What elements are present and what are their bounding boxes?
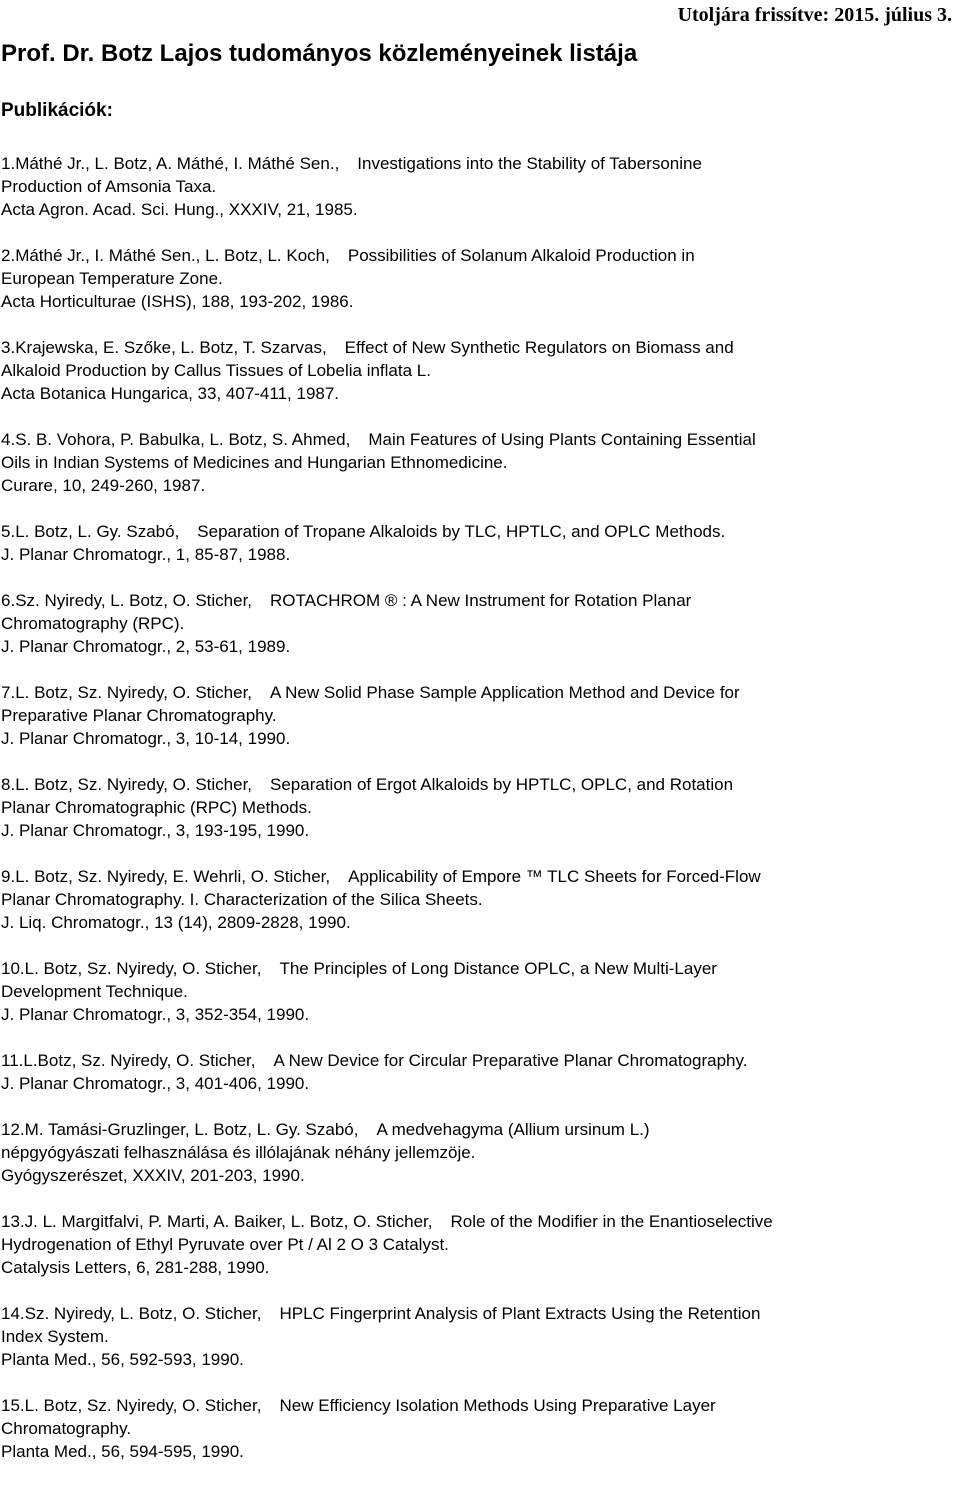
publication-item xyxy=(1,520,952,566)
publication-number: 8. xyxy=(1,775,16,794)
publication-item xyxy=(1,865,952,934)
page-title: Prof. Dr. Botz Lajos tudományos közleményeinek listája xyxy=(1,40,638,67)
publication-item xyxy=(1,1394,952,1463)
publication-item xyxy=(1,773,952,842)
publication-journal: Acta Agron. Acad. Sci. Hung., XXXIV, 21, 1985. xyxy=(1,200,358,219)
publication-authors: L. Botz, Sz. Nyiredy, O. Sticher, xyxy=(15,683,253,702)
publication-title-lead: ROTACHROM ® : A New Instrument for Rotation Planar xyxy=(270,591,692,610)
publication-list xyxy=(1,152,952,1486)
publication-journal: Acta Botanica Hungarica, 33, 407-411, 1987. xyxy=(1,384,340,403)
publications-heading: Publikációk: xyxy=(1,100,113,121)
publication-number: 5. xyxy=(1,522,16,541)
publication-first-line xyxy=(1,520,952,543)
publication-title-cont: Planar Chromatographic (RPC) Methods. xyxy=(1,798,312,817)
publication-item xyxy=(1,1049,952,1095)
publication-number: 12. xyxy=(1,1120,25,1139)
last-updated: Utoljára frissítve: 2015. július 3. xyxy=(677,4,952,26)
publication-journal: Curare, 10, 249-260, 1987. xyxy=(1,476,206,495)
publication-item xyxy=(1,589,952,658)
publication-title-lead: Role of the Modifier in the Enantioselective xyxy=(450,1212,773,1231)
publication-number: 2. xyxy=(1,246,16,265)
publication-journal: Catalysis Letters, 6, 281-288, 1990. xyxy=(1,1258,270,1277)
publication-first-line xyxy=(1,428,952,451)
publication-authors: Krajewska, E. Szőke, L. Botz, T. Szarvas, xyxy=(15,338,327,357)
publication-title-cont: népgyógyászati felhasználása és illólajának néhány jellemzöje. xyxy=(1,1143,476,1162)
publication-title-lead: Effect of New Synthetic Regulators on Biomass and xyxy=(344,338,734,357)
publication-journal: J. Liq. Chromatogr., 13 (14), 2809-2828, 1990. xyxy=(1,913,351,932)
publication-title-lead: New Efficiency Isolation Methods Using Preparative Layer xyxy=(279,1396,716,1415)
publication-first-line xyxy=(1,865,952,888)
publication-title-lead: Separation of Tropane Alkaloids by TLC, HPTLC, and OPLC Methods. xyxy=(197,522,726,541)
publication-authors: Sz. Nyiredy, L. Botz, O. Sticher, xyxy=(24,1304,262,1323)
publication-number: 15. xyxy=(1,1396,25,1415)
publication-title-lead: A medvehagyma (Allium ursinum L.) xyxy=(376,1120,650,1139)
publication-journal: Planta Med., 56, 592-593, 1990. xyxy=(1,1350,244,1369)
publication-item xyxy=(1,681,952,750)
publication-item xyxy=(1,1210,952,1279)
publication-title-lead: A New Solid Phase Sample Application Method and Device for xyxy=(270,683,740,702)
publication-journal: J. Planar Chromatogr., 2, 53-61, 1989. xyxy=(1,637,291,656)
publication-journal: Planta Med., 56, 594-595, 1990. xyxy=(1,1442,244,1461)
publication-title-lead: Possibilities of Solanum Alkaloid Production in xyxy=(347,246,695,265)
publication-authors: Máthé Jr., L. Botz, A. Máthé, I. Máthé Sen., xyxy=(15,154,340,173)
publication-first-line xyxy=(1,1118,952,1141)
publication-title-cont: Alkaloid Production by Callus Tissues of Lobelia inflata L. xyxy=(1,361,431,380)
publication-item xyxy=(1,152,952,221)
publication-first-line xyxy=(1,152,952,175)
publication-first-line xyxy=(1,1394,952,1417)
publication-authors: S. B. Vohora, P. Babulka, L. Botz, S. Ahmed, xyxy=(15,430,351,449)
publication-authors: L. Botz, L. Gy. Szabó, xyxy=(15,522,180,541)
publication-title-cont: Production of Amsonia Taxa. xyxy=(1,177,217,196)
publication-journal: J. Planar Chromatogr., 3, 352-354, 1990. xyxy=(1,1005,310,1024)
publication-authors: L. Botz, Sz. Nyiredy, O. Sticher, xyxy=(24,959,262,978)
publication-authors: L. Botz, Sz. Nyiredy, O. Sticher, xyxy=(24,1396,262,1415)
publication-title-cont: Chromatography. xyxy=(1,1419,132,1438)
publication-title-lead: Separation of Ergot Alkaloids by HPTLC, OPLC, and Rotation xyxy=(270,775,734,794)
publication-item xyxy=(1,957,952,1026)
publication-first-line xyxy=(1,1049,952,1072)
publication-item xyxy=(1,1302,952,1371)
publication-number: 9. xyxy=(1,867,16,886)
publication-number: 14. xyxy=(1,1304,25,1323)
publication-first-line xyxy=(1,681,952,704)
publication-title-lead: A New Device for Circular Preparative Planar Chromatography. xyxy=(273,1051,748,1070)
publication-authors: L.Botz, Sz. Nyiredy, O. Sticher, xyxy=(23,1051,256,1070)
publication-title-cont: Oils in Indian Systems of Medicines and Hungarian Ethnomedicine. xyxy=(1,453,508,472)
publication-first-line xyxy=(1,957,952,980)
publication-authors: Sz. Nyiredy, L. Botz, O. Sticher, xyxy=(15,591,253,610)
publication-title-lead: Applicability of Empore ™ TLC Sheets for Forced-Flow xyxy=(348,867,761,886)
publication-title-lead: HPLC Fingerprint Analysis of Plant Extracts Using the Retention xyxy=(279,1304,761,1323)
publication-journal: J. Planar Chromatogr., 1, 85-87, 1988. xyxy=(1,545,291,564)
publication-item xyxy=(1,244,952,313)
publication-authors: L. Botz, Sz. Nyiredy, E. Wehrli, O. Sticher, xyxy=(15,867,331,886)
publication-number: 6. xyxy=(1,591,16,610)
publication-title-cont: Index System. xyxy=(1,1327,109,1346)
publication-journal: J. Planar Chromatogr., 3, 193-195, 1990. xyxy=(1,821,310,840)
publication-item xyxy=(1,336,952,405)
publication-title-cont: Planar Chromatography. I. Characterization of the Silica Sheets. xyxy=(1,890,483,909)
publication-item xyxy=(1,428,952,497)
publication-first-line xyxy=(1,773,952,796)
publication-journal: Acta Horticulturae (ISHS), 188, 193-202, 1986. xyxy=(1,292,354,311)
publication-journal: J. Planar Chromatogr., 3, 401-406, 1990. xyxy=(1,1074,310,1093)
publication-number: 3. xyxy=(1,338,16,357)
publication-first-line xyxy=(1,589,952,612)
publication-first-line xyxy=(1,1302,952,1325)
publication-item xyxy=(1,1118,952,1187)
publication-number: 11. xyxy=(1,1051,24,1070)
publication-title-lead: Investigations into the Stability of Tabersonine xyxy=(357,154,702,173)
publication-title-cont: European Temperature Zone. xyxy=(1,269,223,288)
publication-authors: J. L. Margitfalvi, P. Marti, A. Baiker, L. Botz, O. Sticher, xyxy=(24,1212,433,1231)
publication-first-line xyxy=(1,244,952,267)
publication-title-cont: Preparative Planar Chromatography. xyxy=(1,706,277,725)
publication-number: 4. xyxy=(1,430,16,449)
publication-title-lead: Main Features of Using Plants Containing Essential xyxy=(368,430,756,449)
publication-title-cont: Development Technique. xyxy=(1,982,188,1001)
publication-number: 7. xyxy=(1,683,16,702)
publication-journal: J. Planar Chromatogr., 3, 10-14, 1990. xyxy=(1,729,291,748)
publication-authors: Máthé Jr., I. Máthé Sen., L. Botz, L. Koch, xyxy=(15,246,330,265)
publication-title-cont: Chromatography (RPC). xyxy=(1,614,185,633)
publication-title-lead: The Principles of Long Distance OPLC, a New Multi-Layer xyxy=(279,959,717,978)
publication-first-line xyxy=(1,336,952,359)
publication-number: 1. xyxy=(1,154,16,173)
publication-title-cont: Hydrogenation of Ethyl Pyruvate over Pt / Al 2 O 3 Catalyst. xyxy=(1,1235,449,1254)
publication-number: 13. xyxy=(1,1212,25,1231)
publication-authors: L. Botz, Sz. Nyiredy, O. Sticher, xyxy=(15,775,253,794)
publication-first-line xyxy=(1,1210,952,1233)
publication-authors: M. Tamási-Gruzlinger, L. Botz, L. Gy. Szabó, xyxy=(24,1120,359,1139)
publication-journal: Gyógyszerészet, XXXIV, 201-203, 1990. xyxy=(1,1166,305,1185)
publication-number: 10. xyxy=(1,959,25,978)
